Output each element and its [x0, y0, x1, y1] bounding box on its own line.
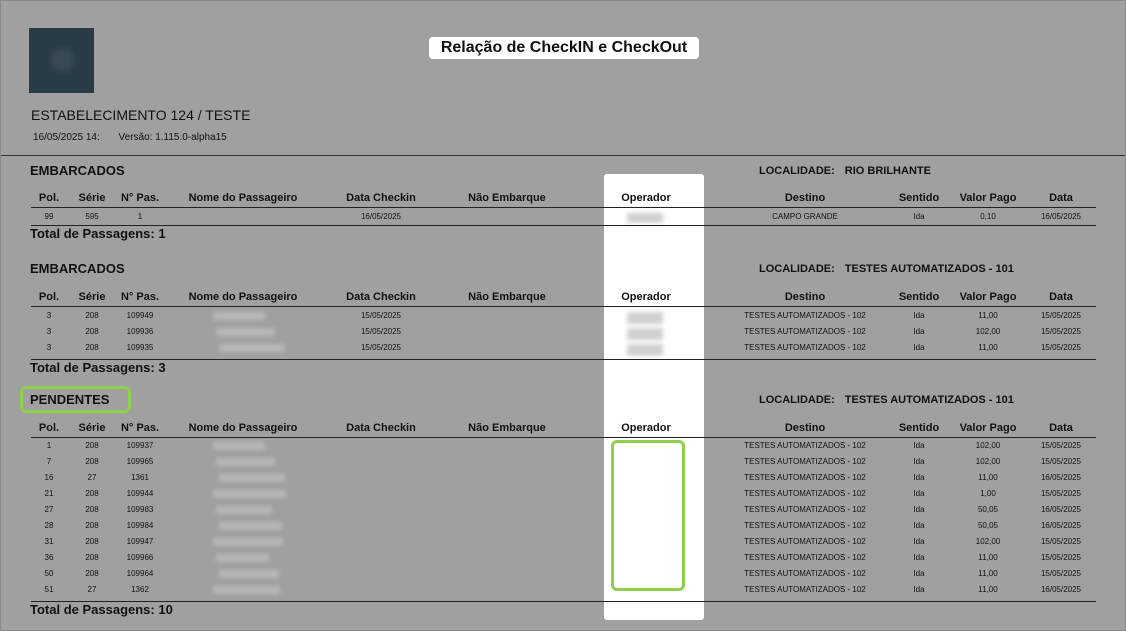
column-header: Nome do Passageiro: [188, 291, 298, 303]
operator-redacted: [627, 312, 663, 324]
table-cell-sentido: Ida: [913, 521, 925, 530]
table-cell-pol: 21: [44, 489, 54, 498]
table-cell-serie: 208: [85, 489, 99, 498]
table-cell-destino: TESTES AUTOMATIZADOS - 102: [744, 553, 866, 562]
table-cell-npas: 109936: [126, 327, 154, 336]
table-cell-pol: 28: [44, 521, 54, 530]
column-header: Data Checkin: [346, 291, 416, 303]
table-cell-npas: 1: [137, 212, 143, 221]
table-cell-destino: TESTES AUTOMATIZADOS - 102: [744, 569, 866, 578]
column-header: Data: [1049, 422, 1073, 434]
operator-redacted: [627, 213, 663, 223]
column-header: Série: [78, 422, 106, 434]
total-rule: [31, 359, 1096, 360]
column-header: N° Pas.: [120, 192, 160, 204]
table-cell-destino: TESTES AUTOMATIZADOS - 102: [744, 521, 866, 530]
table-cell-valor: 102,00: [975, 537, 1001, 546]
table-cell-data: 15/05/2025: [1040, 311, 1082, 320]
section-title: EMBARCADOS: [30, 163, 125, 178]
column-header: Operador: [621, 192, 671, 204]
column-header: Operador: [621, 422, 671, 434]
column-header: N° Pas.: [120, 422, 160, 434]
table-cell-npas: 109947: [126, 537, 154, 546]
column-header: Não Embarque: [468, 422, 546, 434]
operator-empty-highlight-box: [611, 440, 685, 591]
column-header: Pol.: [38, 192, 60, 204]
table-cell-valor: 11,00: [978, 585, 998, 594]
locality-value: TESTES AUTOMATIZADOS - 101: [844, 263, 1014, 275]
establishment-name: ESTABELECIMENTO 124 / TESTE: [31, 107, 251, 123]
table-cell-serie: 208: [85, 457, 99, 466]
section-locality: [759, 165, 931, 177]
table-cell-npas: 109935: [126, 343, 154, 352]
table-cell-valor: 11,00: [978, 569, 998, 578]
table-cell-data: 16/05/2025: [1040, 505, 1082, 514]
table-cell-destino: TESTES AUTOMATIZADOS - 102: [744, 441, 866, 450]
header-rule: [31, 207, 1096, 208]
table-cell-destino: TESTES AUTOMATIZADOS - 102: [744, 343, 866, 352]
table-cell-pol: 50: [44, 569, 54, 578]
table-cell-data: 15/05/2025: [1040, 537, 1082, 546]
table-cell-data: 16/05/2025: [1040, 521, 1082, 530]
column-header: Valor Pago: [959, 192, 1017, 204]
table-cell-pol: 36: [44, 553, 54, 562]
column-header: Destino: [784, 422, 826, 434]
column-header: Nome do Passageiro: [188, 192, 298, 204]
section-title: PENDENTES: [30, 392, 110, 407]
table-cell-data: 15/05/2025: [1040, 553, 1082, 562]
table-cell-pol: 99: [44, 212, 54, 221]
table-cell-data: 15/05/2025: [1040, 569, 1082, 578]
table-cell-serie: 208: [85, 505, 99, 514]
table-cell-checkin: 15/05/2025: [360, 327, 402, 336]
table-cell-data: 15/05/2025: [1040, 441, 1082, 450]
passenger-name-redacted: [213, 490, 286, 498]
table-cell-destino: TESTES AUTOMATIZADOS - 102: [744, 489, 866, 498]
column-header: Não Embarque: [468, 291, 546, 303]
table-cell-serie: 27: [87, 473, 97, 482]
table-cell-serie: 208: [85, 441, 99, 450]
table-cell-destino: TESTES AUTOMATIZADOS - 102: [744, 457, 866, 466]
header-divider: [1, 155, 1126, 156]
section-title: EMBARCADOS: [30, 261, 125, 276]
table-cell-serie: 27: [87, 585, 97, 594]
table-cell-checkin: 15/05/2025: [360, 343, 402, 352]
locality-value: TESTES AUTOMATIZADOS - 101: [844, 394, 1014, 406]
print-info: [33, 132, 243, 143]
total-rule: [31, 225, 1096, 226]
table-cell-valor: 11,00: [978, 473, 998, 482]
table-cell-sentido: Ida: [913, 212, 925, 221]
column-header: Data: [1049, 291, 1073, 303]
column-header: N° Pas.: [120, 291, 160, 303]
column-header: Destino: [784, 291, 826, 303]
header-rule: [31, 437, 1096, 438]
section-locality: [759, 263, 1014, 275]
passenger-name-redacted: [213, 538, 283, 546]
column-header: Data Checkin: [346, 422, 416, 434]
passenger-name-redacted: [219, 570, 279, 578]
operator-redacted: [627, 328, 663, 340]
table-cell-pol: 1: [46, 441, 52, 450]
print-date: 16/05/2025 14:: [33, 132, 100, 143]
column-header: Operador: [621, 291, 671, 303]
table-cell-sentido: Ida: [913, 553, 925, 562]
total-rule: [31, 601, 1096, 602]
table-cell-npas: 109965: [126, 457, 154, 466]
table-cell-sentido: Ida: [913, 441, 925, 450]
table-cell-serie: 208: [85, 521, 99, 530]
column-header: Data: [1049, 192, 1073, 204]
passenger-name-redacted: [216, 328, 275, 336]
operator-redacted: [627, 344, 663, 356]
table-cell-destino: CAMPO GRANDE: [772, 212, 838, 221]
table-cell-pol: 16: [44, 473, 54, 482]
table-cell-valor: 102,00: [975, 457, 1001, 466]
column-header: Valor Pago: [959, 291, 1017, 303]
locality-label: LOCALIDADE:: [759, 165, 835, 177]
table-cell-serie: 208: [85, 311, 99, 320]
table-cell-data: 15/05/2025: [1040, 327, 1082, 336]
table-cell-sentido: Ida: [913, 537, 925, 546]
column-header: Nome do Passageiro: [188, 422, 298, 434]
table-cell-valor: 102,00: [975, 441, 1001, 450]
version-label: Versão: 1.115.0-alpha15: [118, 132, 227, 143]
passenger-name-redacted: [219, 474, 285, 482]
header-rule: [31, 306, 1096, 307]
table-cell-sentido: Ida: [913, 311, 925, 320]
table-cell-pol: 7: [46, 457, 52, 466]
table-cell-serie: 208: [85, 327, 99, 336]
table-cell-checkin: 15/05/2025: [360, 311, 402, 320]
table-cell-pol: 31: [44, 537, 54, 546]
column-header: Destino: [784, 192, 826, 204]
table-cell-valor: 50,05: [977, 521, 999, 530]
column-header: Sentido: [898, 192, 940, 204]
column-header: Pol.: [38, 291, 60, 303]
locality-value: RIO BRILHANTE: [844, 165, 931, 177]
table-cell-sentido: Ida: [913, 343, 925, 352]
total-passengers: Total de Passagens: 10: [30, 602, 173, 617]
total-passengers: Total de Passagens: 3: [30, 360, 166, 375]
table-cell-serie: 208: [85, 553, 99, 562]
table-cell-destino: TESTES AUTOMATIZADOS - 102: [744, 505, 866, 514]
table-cell-valor: 50,05: [977, 505, 999, 514]
table-cell-destino: TESTES AUTOMATIZADOS - 102: [744, 537, 866, 546]
table-cell-sentido: Ida: [913, 457, 925, 466]
passenger-name-redacted: [216, 506, 272, 514]
report-title: Relação de CheckIN e CheckOut: [429, 37, 699, 59]
locality-label: LOCALIDADE:: [759, 263, 835, 275]
passenger-name-redacted: [219, 344, 285, 352]
table-cell-data: 15/05/2025: [1040, 489, 1082, 498]
pendentes-highlight-box: [20, 386, 131, 413]
table-cell-npas: 109944: [126, 489, 154, 498]
table-cell-valor: 11,00: [978, 311, 998, 320]
column-header: Série: [78, 291, 106, 303]
table-cell-pol: 27: [44, 505, 54, 514]
table-cell-data: 16/05/2025: [1040, 212, 1082, 221]
column-header: Série: [78, 192, 106, 204]
table-cell-pol: 3: [46, 327, 52, 336]
table-cell-destino: TESTES AUTOMATIZADOS - 102: [744, 327, 866, 336]
table-cell-data: 16/05/2025: [1040, 585, 1082, 594]
column-header: Sentido: [898, 291, 940, 303]
column-header: Pol.: [38, 422, 60, 434]
table-cell-valor: 102,00: [975, 327, 1001, 336]
column-header: Não Embarque: [468, 192, 546, 204]
table-cell-serie: 208: [85, 343, 99, 352]
table-cell-pol: 51: [44, 585, 54, 594]
table-cell-pol: 3: [46, 343, 52, 352]
passenger-name-redacted: [213, 442, 265, 450]
table-cell-sentido: Ida: [913, 585, 925, 594]
column-header: Data Checkin: [346, 192, 416, 204]
table-cell-sentido: Ida: [913, 473, 925, 482]
table-cell-data: 16/05/2025: [1040, 473, 1082, 482]
company-logo: [29, 28, 94, 93]
passenger-name-redacted: [216, 554, 269, 562]
table-cell-npas: 1362: [131, 585, 149, 594]
passenger-name-redacted: [216, 458, 275, 466]
table-cell-valor: 11,00: [978, 553, 998, 562]
table-cell-valor: 1,00: [980, 489, 996, 498]
total-passengers: Total de Passagens: 1: [30, 226, 166, 241]
table-cell-serie: 595: [85, 212, 99, 221]
table-cell-data: 15/05/2025: [1040, 457, 1082, 466]
table-cell-npas: 109949: [126, 311, 154, 320]
column-header: Sentido: [898, 422, 940, 434]
passenger-name-redacted: [213, 586, 280, 594]
locality-label: LOCALIDADE:: [759, 394, 835, 406]
table-cell-npas: 109983: [126, 505, 154, 514]
table-cell-npas: 109966: [126, 553, 154, 562]
table-cell-destino: TESTES AUTOMATIZADOS - 102: [744, 473, 866, 482]
table-cell-pol: 3: [46, 311, 52, 320]
table-cell-checkin: 16/05/2025: [360, 212, 402, 221]
column-header: Valor Pago: [959, 422, 1017, 434]
table-cell-npas: 1361: [131, 473, 149, 482]
table-cell-valor: 0,10: [980, 212, 996, 221]
table-cell-npas: 109964: [126, 569, 154, 578]
table-cell-destino: TESTES AUTOMATIZADOS - 102: [744, 585, 866, 594]
passenger-name-redacted: [213, 312, 265, 320]
section-locality: [759, 394, 1014, 406]
table-cell-valor: 11,00: [978, 343, 998, 352]
table-cell-data: 15/05/2025: [1040, 343, 1082, 352]
table-cell-destino: TESTES AUTOMATIZADOS - 102: [744, 311, 866, 320]
table-cell-serie: 208: [85, 569, 99, 578]
table-cell-npas: 109984: [126, 521, 154, 530]
table-cell-npas: 109937: [126, 441, 154, 450]
table-cell-sentido: Ida: [913, 489, 925, 498]
table-cell-sentido: Ida: [913, 569, 925, 578]
table-cell-sentido: Ida: [913, 505, 925, 514]
table-cell-serie: 208: [85, 537, 99, 546]
passenger-name-redacted: [219, 522, 282, 530]
table-cell-sentido: Ida: [913, 327, 925, 336]
